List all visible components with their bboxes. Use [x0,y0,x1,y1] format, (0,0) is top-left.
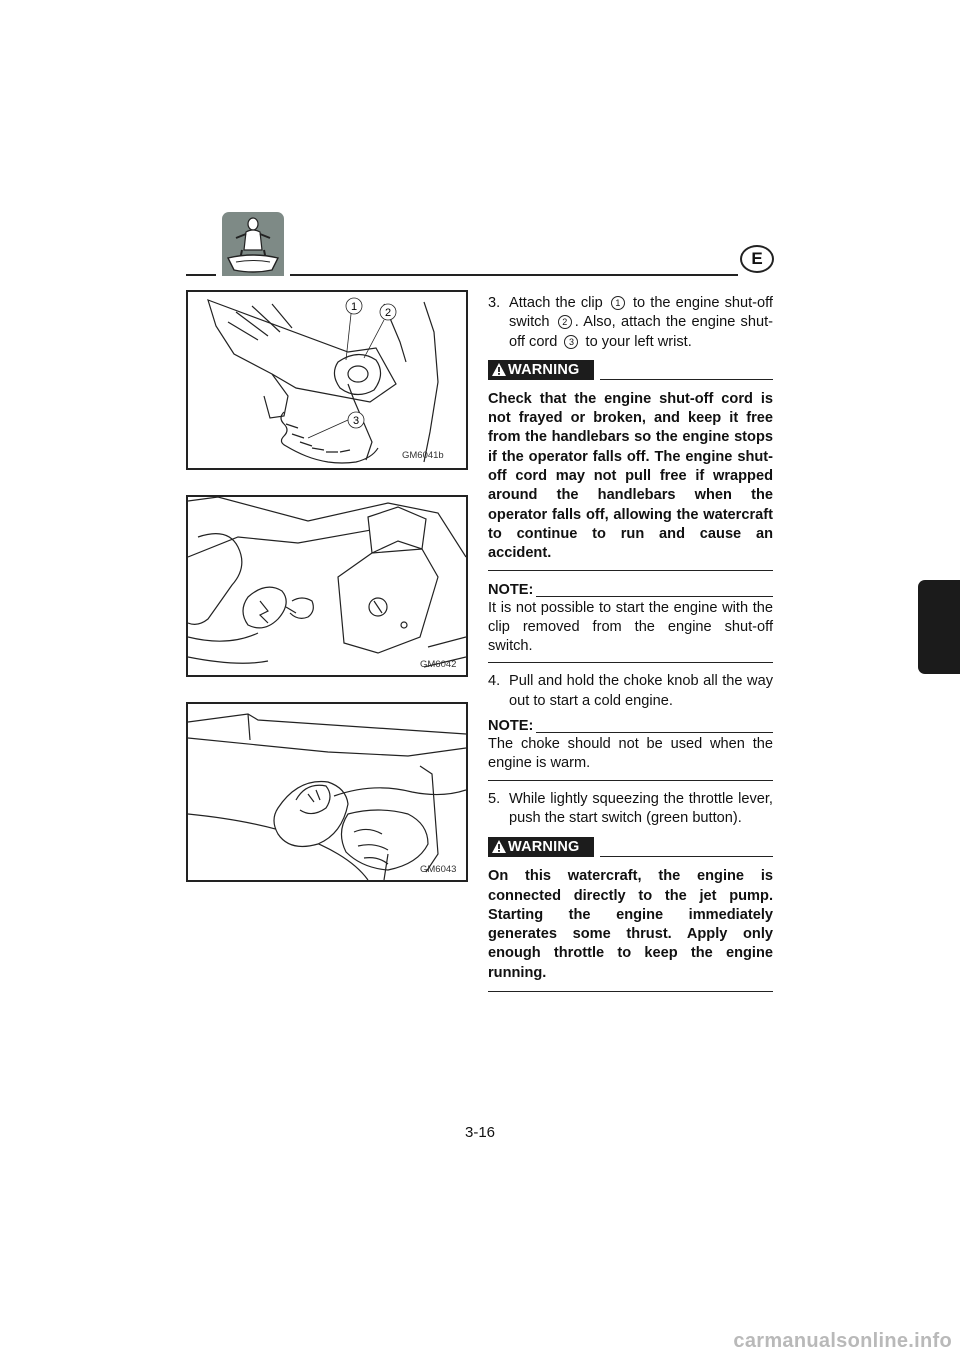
step-number: 5. [488,790,501,807]
warning-end-rule [488,991,773,992]
warning-text: On this watercraft, the engine is connected directly to the jet pump. Starting the engine immediately generates some thrust. Apply only enough throttle to keep the engine running. [488,868,773,981]
figure-code: GM6043 [420,864,457,875]
callout-1-ref: 1 [611,296,625,310]
callout-3: 3 [352,415,360,427]
warning-heading [488,360,773,382]
note-text: The choke should not be used when the engine is warm. [488,736,773,772]
header-rule-right [290,274,738,276]
instruction-column [488,294,773,992]
warning-label: WARNING [488,360,594,380]
warning-text: Check that the engine shut-off cord is not frayed or broken, and keep it free from the handlebars so the engine stops if the operator falls off. The engine shut-off cord may not pull free if wrapped around the handlebars when the operator falls off, allowing the watercraft to continue to run and cause an accident. [488,390,773,562]
callout-2: 2 [384,307,392,319]
step-text: Pull and hold the choke knob all the way out to start a cold engine. [509,673,773,709]
note-end-rule [488,662,773,663]
step-text: While lightly squeezing the throttle lever, push the start switch (green button). [509,790,773,826]
warning-heading [488,837,773,859]
callout-1: 1 [350,301,358,313]
warning-triangle-icon [491,362,507,378]
figure-code: GM6041b [402,450,444,461]
jetski-rider-icon [222,212,284,276]
figure-shutoff-clip [186,290,468,470]
figure-code: GM6042 [420,659,457,670]
figure-choke-knob [186,495,468,677]
step-4 [488,672,773,711]
note-end-rule [488,780,773,781]
note-heading: NOTE: [488,717,773,735]
note-text: It is not possible to start the engine with the clip removed from the engine shut-off switch. [488,599,773,655]
step-5 [488,790,773,829]
warning-label: WARNING [488,837,594,857]
step-text: Attach the clip 1 to the engine shut-off switch 2 . Also, attach the engine shut-off cord 3 to your left wrist. [509,295,773,350]
note-heading: NOTE: [488,581,773,599]
chapter-tab [918,580,960,674]
site-watermark[interactable]: carmanualsonline.info [733,1330,952,1352]
warning-triangle-icon [491,839,507,855]
warning-end-rule [488,570,773,571]
callout-2-ref: 2 [558,315,572,329]
figure-start-switch [186,702,468,882]
step-number: 4. [488,673,501,690]
header-rule-left [186,274,216,276]
step-3 [488,294,773,352]
step-number: 3. [488,295,501,311]
language-badge: E [740,245,774,273]
callout-3-ref: 3 [564,335,578,349]
page-number: 3-16 [464,1124,496,1141]
